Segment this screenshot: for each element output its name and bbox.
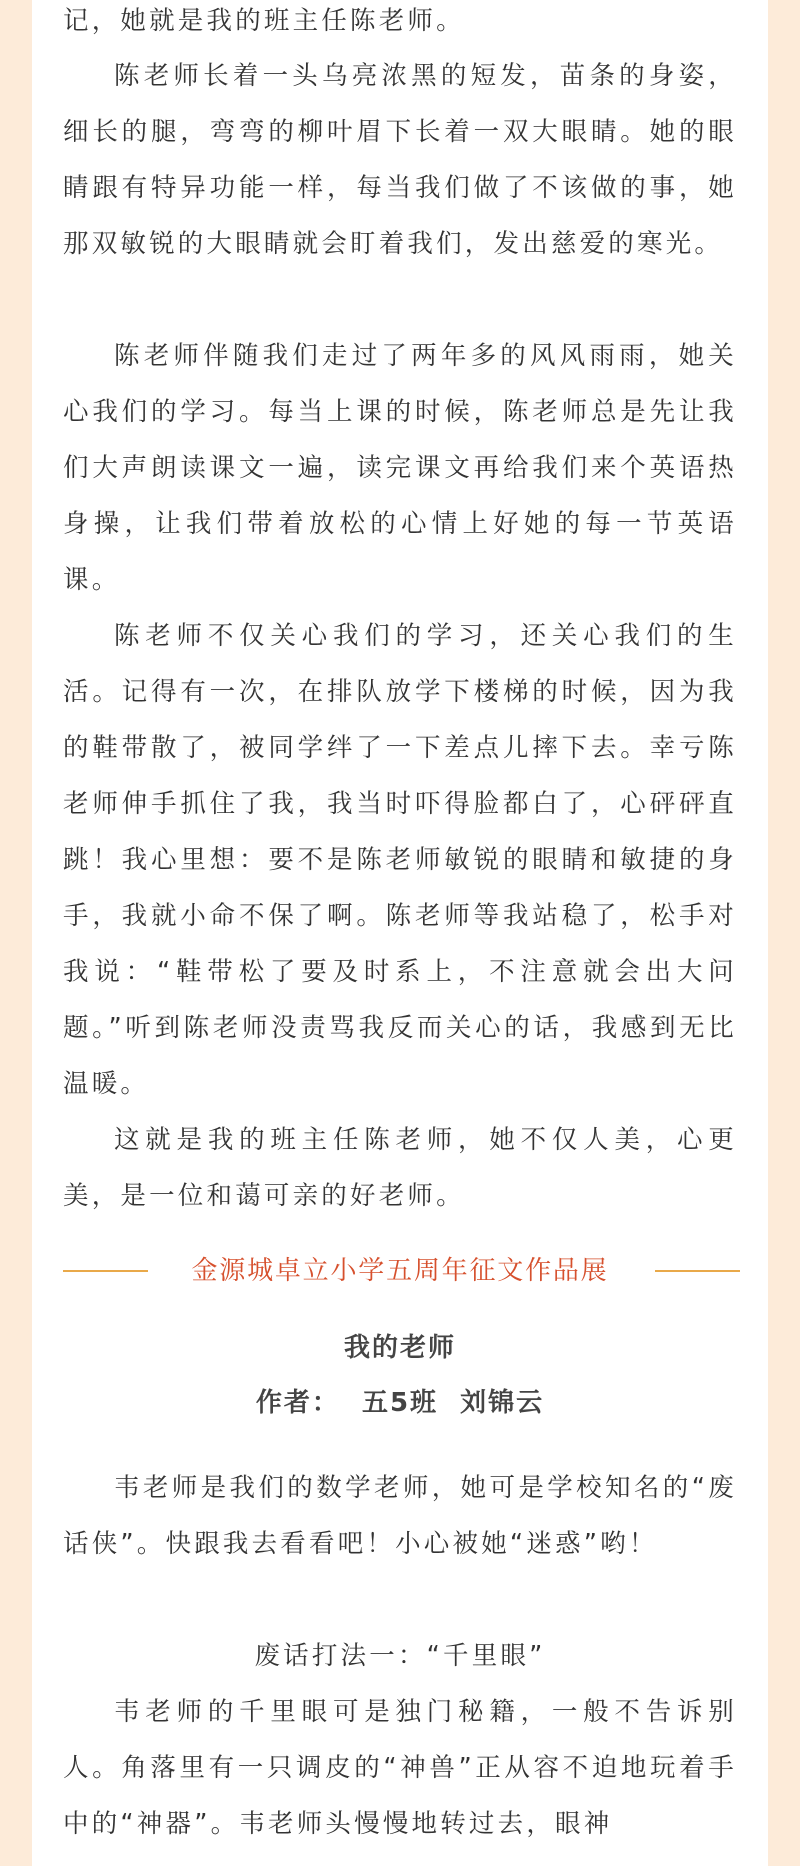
article-author: 作者： 五5班 刘锦云	[255, 1388, 545, 1418]
paragraph-intro-end: 记，她就是我的班主任陈老师。	[63, 6, 465, 36]
paragraph-conclusion: 这就是我的班主任陈老师，她不仅人美，心更美，是一位和蔼可亲的好老师。	[63, 1125, 737, 1211]
section-header: 金源城卓立小学五周年征文作品展	[191, 1256, 609, 1286]
paragraph-appearance: 陈老师长着一头乌亮浓黑的短发，苗条的身姿，细长的腿，弯弯的柳叶眉下长着一双大眼睛。她的眼睛跟有特异功能一样，每当我们做了不该做的事，她那双敏锐的大眼睛就会盯着我们，发出慈爱的寒光。	[63, 61, 737, 259]
section-divider	[63, 1248, 737, 1294]
article-title: 我的老师	[343, 1333, 456, 1363]
paragraph-life: 陈老师不仅关心我们的学习，还关心我们的生活。记得有一次，在排队放学下楼梯的时候，因为我的鞋带散了，被同学绊了一下差点儿摔下去。幸亏陈老师伸手抓住了我，我当时吓得脸都白了，心砰砰直跳！我心里想：要不是陈老师敏锐的眼睛和敏捷的身手，我就小命不保了啊。陈老师等我站稳了，松手对我说：“鞋带松了要及时系上，不注意就会出大问题。”听到陈老师没责骂我反而关心的话，我感到无比温暖。	[63, 621, 737, 1099]
paragraph-intro: 韦老师是我们的数学老师，她可是学校知名的“废话侠”。快跟我去看看吧！小心被她“迷惑”哟！	[63, 1473, 737, 1559]
subheading: 废话打法一：“千里眼”	[254, 1641, 546, 1671]
paragraph-far-sight: 韦老师的千里眼可是独门秘籍，一般不告诉别人。角落里有一只调皮的“神兽”正从容不迫地玩着手中的“神器”。韦老师头慢慢地转过去，眼神	[63, 1697, 737, 1839]
divider-rule-right	[655, 1270, 740, 1272]
paragraph-study: 陈老师伴随我们走过了两年多的风风雨雨，她关心我们的学习。每当上课的时候，陈老师总是先让我们大声朗读课文一遍，读完课文再给我们来个英语热身操，让我们带着放松的心情上好她的每一节英语课。	[63, 341, 737, 595]
